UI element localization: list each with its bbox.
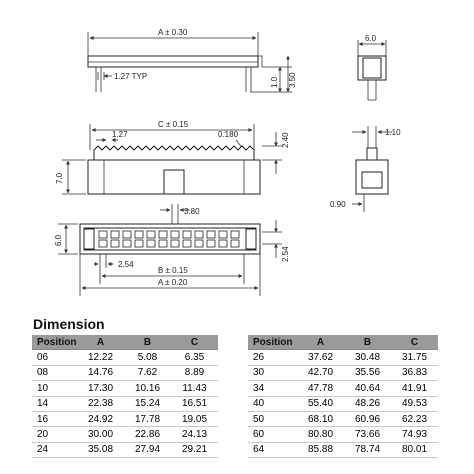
pin-contact: [147, 240, 155, 247]
top-pitch-label: 1.27 TYP: [114, 72, 148, 81]
dimension-table-right: [248, 335, 438, 458]
table-cell: 35.56: [344, 365, 391, 380]
table-row: [248, 442, 438, 457]
pin-contact: [195, 240, 203, 247]
table-cell: 24.13: [171, 427, 218, 442]
table-cell: 73.66: [344, 427, 391, 442]
top-height-label: 3.50: [288, 72, 297, 88]
table-row: [32, 381, 218, 396]
table-cell: 64: [248, 442, 297, 457]
pin-contact: [183, 231, 191, 238]
pin-contact: [171, 231, 179, 238]
pin-contact: [231, 240, 239, 247]
table-cell: 36.83: [391, 365, 438, 380]
table-cell: 10: [32, 381, 77, 396]
table-cell: 14.76: [77, 365, 124, 380]
pin-contact: [231, 231, 239, 238]
bottom-pitch-label: 2.54: [118, 260, 134, 269]
table-cell: 80.01: [391, 442, 438, 457]
table-cell: 7.62: [124, 365, 171, 380]
table-cell: 74.93: [391, 427, 438, 442]
top-view: [88, 28, 297, 92]
table-row: [248, 411, 438, 426]
table-cell: 8.89: [171, 365, 218, 380]
table-cell: 68.10: [297, 411, 344, 426]
side-pitch-label: 1.27: [112, 130, 128, 139]
table-header-row: [32, 335, 218, 350]
table-row: [248, 350, 438, 365]
pin-contact: [147, 231, 155, 238]
table-cell: 41.91: [391, 381, 438, 396]
table-header-row: [248, 335, 438, 350]
end-view-top: [358, 34, 386, 100]
table-cell: 78.74: [344, 442, 391, 457]
table-cell: 49.53: [391, 396, 438, 411]
pin-contact: [207, 240, 215, 247]
table-cell: 60: [248, 427, 297, 442]
table-cell: 6.35: [171, 350, 218, 365]
table-row: [248, 365, 438, 380]
table-row: [32, 396, 218, 411]
table-cell: 5.08: [124, 350, 171, 365]
dimension-table-left: [32, 335, 218, 458]
side-body-height-label: 7.0: [55, 172, 64, 184]
pin-contact: [111, 231, 119, 238]
table-cell: 37.62: [297, 350, 344, 365]
table-cell: 22.38: [77, 396, 124, 411]
table-row: [248, 396, 438, 411]
top-pin-height-label: 1.0: [270, 76, 279, 88]
table-header-cell: Position: [32, 335, 77, 350]
table-header-cell: B: [344, 335, 391, 350]
bottom-width-label: 6.0: [54, 234, 63, 246]
pin-contact: [219, 240, 227, 247]
end-top-label: 1.10: [385, 128, 401, 137]
table-header-cell: C: [391, 335, 438, 350]
dimension-title: Dimension: [33, 316, 105, 332]
table-cell: 12.22: [77, 350, 124, 365]
table-cell: 29.21: [171, 442, 218, 457]
table-row: [248, 381, 438, 396]
top-length-label: A ± 0.30: [158, 28, 188, 37]
table-header-cell: A: [297, 335, 344, 350]
end-width-label: 6.0: [365, 34, 377, 43]
table-header-cell: A: [77, 335, 124, 350]
table-cell: 24.92: [77, 411, 124, 426]
pin-contact: [207, 231, 215, 238]
table-row: [32, 427, 218, 442]
table-cell: 62.23: [391, 411, 438, 426]
table-cell: 30.00: [77, 427, 124, 442]
table-cell: 11.43: [171, 381, 218, 396]
table-cell: 08: [32, 365, 77, 380]
side-tooth-label: 0.180: [218, 130, 239, 139]
table-cell: 27.94: [124, 442, 171, 457]
table-cell: 24: [32, 442, 77, 457]
side-height-label: 2.40: [281, 132, 290, 148]
table-cell: 06: [32, 350, 77, 365]
table-header-cell: Position: [248, 335, 297, 350]
table-cell: 15.24: [124, 396, 171, 411]
table-cell: 16.51: [171, 396, 218, 411]
pin-contact: [123, 240, 131, 247]
pin-contact: [111, 240, 119, 247]
pin-contact: [99, 240, 107, 247]
pin-contact: [183, 240, 191, 247]
table-cell: 55.40: [297, 396, 344, 411]
table-cell: 14: [32, 396, 77, 411]
pin-contact: [195, 231, 203, 238]
table-cell: 48.26: [344, 396, 391, 411]
table-row: [32, 442, 218, 457]
pin-contact: [99, 231, 107, 238]
table-cell: 42.70: [297, 365, 344, 380]
table-cell: 47.78: [297, 381, 344, 396]
pin-contact: [123, 231, 131, 238]
table-cell: 35.08: [77, 442, 124, 457]
side-view: [55, 120, 290, 194]
side-length-label: C ± 0.15: [158, 120, 189, 129]
table-cell: 17.78: [124, 411, 171, 426]
pin-contact: [219, 231, 227, 238]
pin-contact: [135, 240, 143, 247]
table-header-cell: C: [171, 335, 218, 350]
table-cell: 16: [32, 411, 77, 426]
pin-contact: [171, 240, 179, 247]
bottom-view: [54, 204, 290, 296]
table-cell: 40: [248, 396, 297, 411]
pin-contact: [135, 231, 143, 238]
end-view-mid: [330, 126, 401, 212]
table-cell: 60.96: [344, 411, 391, 426]
pin-contact: [159, 240, 167, 247]
table-cell: 85.88: [297, 442, 344, 457]
table-header-cell: B: [124, 335, 171, 350]
bottom-key-label: 3.80: [184, 207, 200, 216]
table-row: [32, 350, 218, 365]
bottom-a-label: A ± 0.20: [158, 278, 188, 287]
table-cell: 30.48: [344, 350, 391, 365]
pin-contact: [159, 231, 167, 238]
table-cell: 34: [248, 381, 297, 396]
table-cell: 17.30: [77, 381, 124, 396]
table-cell: 80.80: [297, 427, 344, 442]
table-cell: 20: [32, 427, 77, 442]
table-cell: 30: [248, 365, 297, 380]
table-cell: 40.64: [344, 381, 391, 396]
bottom-b-label: B ± 0.15: [158, 266, 188, 275]
table-cell: 10.16: [124, 381, 171, 396]
end-bottom-label: 0.90: [330, 200, 346, 209]
bottom-row-pitch-label: 2.54: [281, 246, 290, 262]
table-row: [248, 427, 438, 442]
table-row: [32, 365, 218, 380]
table-cell: 50: [248, 411, 297, 426]
table-cell: 26: [248, 350, 297, 365]
table-cell: 31.75: [391, 350, 438, 365]
table-cell: 22.86: [124, 427, 171, 442]
table-cell: 19.05: [171, 411, 218, 426]
table-row: [32, 411, 218, 426]
